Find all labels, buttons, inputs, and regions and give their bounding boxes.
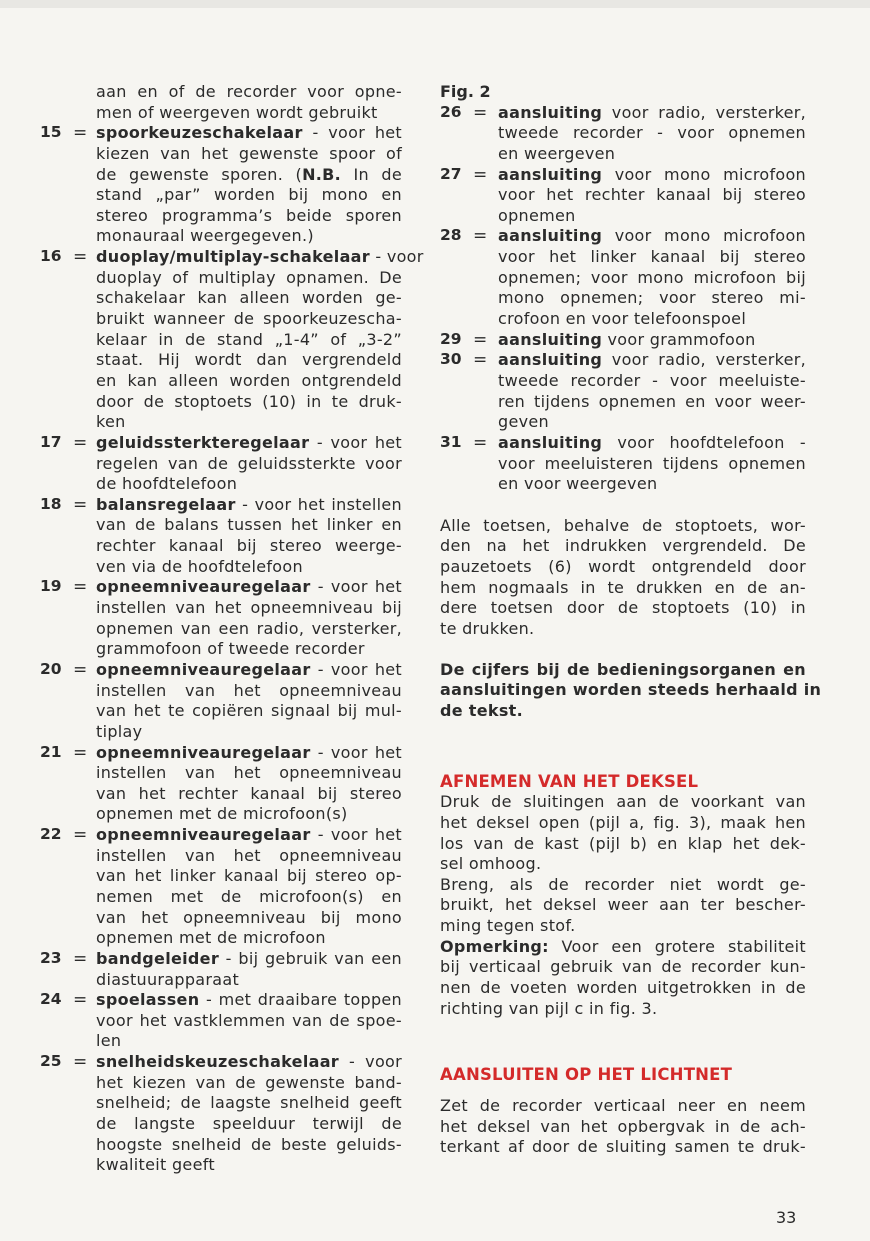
text-run: voor het rechter kanaal bij stereo [498,185,806,205]
legend-item-17 [40,433,402,495]
item-number: 25 [40,1052,62,1071]
text-run: ken [96,412,126,432]
item-number: 18 [40,494,62,513]
text-run: In de [341,164,402,184]
text-run: stereo programma’s beide sporen [96,205,402,225]
text-line: hem nogmaals in te drukken en de an- [440,577,806,597]
paragraph-breng [440,875,806,937]
text-line [96,392,402,413]
equals-sign: = [73,577,88,598]
text-run: - met draaibare toppen [199,990,402,1010]
item-number: 22 [40,825,62,844]
term-bold: geluidssterkteregelaar [96,432,310,452]
text-line [96,1135,402,1156]
legend-item-28 [440,226,806,329]
text-run: rechter kanaal bij stereo weerge- [96,536,402,556]
text-run: kelaar in de stand „1-4” of „3-2” [96,329,402,349]
term-bold: balansregelaar [96,494,236,514]
text-line: het deksel van het opbergvak in de ach- [440,1116,806,1136]
text-run: voor mono microfoon [602,164,806,184]
text-run: - bij gebruik van een [219,948,402,968]
item-number: 30 [440,350,462,369]
text-run: voor radio, versterker, [602,350,806,370]
text-line [96,639,402,660]
text-line [96,887,402,908]
text-run: - voor [339,1052,402,1072]
item-description [440,350,806,433]
paragraph-keys [440,516,806,640]
item-number: 29 [440,329,462,348]
text-line: Alle toetsen, behalve de stoptoets, wor- [440,515,806,535]
text-line: te drukken. [440,619,535,639]
text-line [498,350,806,371]
item-description [40,123,402,247]
legend-item-20 [40,660,402,743]
term-bold: opneemniveauregelaar [96,825,311,845]
item-number: 16 [40,247,62,266]
item-description [40,660,402,743]
text-line: bij verticaal gebruik van de recorder kun- [440,957,806,977]
text-run: voor het vastklemmen van de spoe- [96,1010,402,1030]
legend-item-22 [40,825,402,949]
text-run: instellen van het opneemniveau [96,763,402,783]
text-run: crofoon en voor telefoonspoel [498,309,747,329]
left-column [40,82,424,1176]
text-run: opnemen met de microfoon(s) [96,804,348,824]
text-line: Breng, als de recorder niet wordt ge- [440,874,806,894]
text-run: van het te copiëren signaal bij mul- [96,701,402,721]
paragraph-mains [440,1096,806,1158]
text-run: de gewenste sporen. ( [96,164,303,184]
text-line [96,412,402,433]
text-line [498,392,806,413]
text-run: ven via de hoofdtelefoon [96,556,303,576]
text-line [96,454,402,475]
equals-sign: = [473,164,488,185]
text-line: pauzetoets (6) wordt ontgrendeld door [440,557,806,577]
text-line [498,185,806,206]
item-number: 23 [40,948,62,967]
text-line [96,949,402,970]
item-number: 24 [40,990,62,1009]
section-heading-lid: AFNEMEN VAN HET DEKSEL [440,771,699,791]
item-description [40,495,402,578]
text-line [96,495,402,516]
term-bold: snelheidskeuzeschakelaar [96,1052,339,1072]
text-line [96,701,402,722]
page-number: 33 [776,1208,797,1227]
text-run: voor hoofdtelefoon - [602,432,806,452]
equals-sign: = [73,432,88,453]
item-description [440,103,806,165]
item-number: 28 [440,226,462,245]
text-line [96,619,402,640]
text-line [96,1093,402,1114]
text-line: aan en of de recorder voor opne- [96,82,402,101]
text-line [96,206,402,227]
text-line: bruikt, het deksel weer aan ter bescher- [440,895,806,915]
item-description [40,949,402,990]
text-line: aansluitingen worden steeds herhaald in [440,680,822,700]
term-bold: N.B. [302,164,342,184]
text-line [498,330,806,351]
text-line [96,474,402,495]
legend-item-19 [40,577,402,660]
figure-label: Fig. 2 [440,82,491,101]
item-description [40,247,424,433]
text-line [498,309,806,330]
text-line [498,144,806,165]
text-run: door de stoptoets (10) in te druk- [96,391,402,411]
opmerking-label: Opmerking: [440,936,549,956]
text-line [96,825,402,846]
text-run: en voor weergeven [498,474,658,494]
text-line [498,433,806,454]
text-run: monauraal weergegeven.) [96,226,314,246]
text-line [96,226,402,247]
text-run: hoogste snelheid de beste geluids- [96,1134,402,1154]
intro-text [40,82,402,123]
text-run: voor meeluisteren tijdens opnemen [498,453,806,473]
text-line: terkant af door de sluiting samen te druk- [440,1137,806,1157]
text-run: diastuurapparaat [96,969,240,989]
term-bold: opneemniveauregelaar [96,659,311,679]
text-run: opnemen van een radio, versterker, [96,618,402,638]
text-line [96,123,402,144]
term-bold: bandgeleider [96,948,220,968]
text-line [96,846,402,867]
text-run: opnemen; voor mono microfoon bij [498,267,806,287]
term-bold: spoelassen [96,990,200,1010]
term-bold: aansluiting [498,226,603,246]
text-run: van het opneemniveau bij mono [96,907,402,927]
item-description [40,577,402,660]
equals-sign: = [73,948,88,969]
text-run: voor radio, versterker, [602,102,806,122]
text-run: voor het linker kanaal bij stereo [498,247,806,267]
text-run: ren tijdens opnemen en voor weer- [498,391,806,411]
text-line [96,1155,402,1176]
item-number: 19 [40,577,62,596]
item-description [440,165,806,227]
text-line [96,681,402,702]
term-bold: aansluiting [498,432,603,452]
text-line [96,1031,402,1052]
text-run: - voor het [310,742,402,762]
equals-sign: = [73,825,88,846]
text-line: men of weergeven wordt gebruikt [96,102,378,122]
text-line [96,660,402,681]
text-run: tiplay [96,721,143,741]
text-run: en kan alleen worden ontgrendeld [96,370,402,390]
text-run: - voor het [309,432,402,452]
term-bold: duoplay/multiplay-schakelaar [96,247,370,267]
text-run: - voor het instellen [235,494,402,514]
item-number: 27 [440,164,462,183]
text-run: - voor het [302,123,402,143]
item-description [440,226,806,329]
item-number: 31 [440,432,462,451]
equals-sign: = [73,247,88,268]
text-run: voor mono microfoon [602,226,806,246]
text-line: de tekst. [440,700,523,720]
text-run: instellen van het opneemniveau [96,845,402,865]
text-run: schakelaar kan alleen worden ge- [96,288,402,308]
text-line [96,515,402,536]
text-line [96,247,424,268]
text-line: den na het indrukken vergrendeld. De [440,536,806,556]
right-column [440,82,822,1158]
text-run: tweede recorder - voor meeluiste- [498,370,806,390]
text-run: van het rechter kanaal bij stereo [96,783,402,803]
equals-sign: = [473,329,488,350]
legend-item-24 [40,990,402,1052]
item-description [440,330,806,351]
text-run: bruikt wanneer de spoorkeuzescha- [96,309,402,329]
term-bold: aansluiting [498,164,603,184]
equals-sign: = [73,659,88,680]
legend-item-18 [40,495,402,578]
legend-item-27 [440,165,806,227]
text-line: De cijfers bij de bedieningsorganen en [440,659,806,679]
text-line [498,474,806,495]
text-run: voor grammofoon [602,329,756,349]
equals-sign: = [473,432,488,453]
text-line [96,165,402,186]
text-run: tweede recorder - voor opnemen [498,123,806,143]
text-line [498,206,806,227]
text-run: snelheid; de laagste snelheid geeft [96,1093,402,1113]
legend-item-26 [440,103,806,165]
text-line [96,763,402,784]
term-bold: aansluiting [498,350,603,370]
text-run: en weergeven [498,143,616,163]
text-run: regelen van de geluidssterkte voor [96,453,402,473]
text-run: - voor het [310,825,402,845]
scan-top-edge [0,0,870,8]
equals-sign: = [473,226,488,247]
legend-item-16 [40,247,424,433]
legend-item-25 [40,1052,402,1176]
text-line [96,268,402,289]
text-line [498,454,806,475]
item-number: 26 [440,102,462,121]
text-line [440,937,806,958]
equals-sign: = [473,102,488,123]
text-line [498,123,806,144]
text-line [96,970,402,991]
text-line [96,288,402,309]
term-bold: aansluiting [498,329,603,349]
text-run: nemen met de microfoon(s) en [96,886,402,906]
text-line [96,784,402,805]
text-line [96,1011,402,1032]
text-run: kwaliteit geeft [96,1155,215,1175]
text-line [498,412,806,433]
text-run: instellen van het opneemniveau bij [96,598,402,618]
paragraph-lid [440,792,806,875]
equals-sign: = [73,742,88,763]
equals-sign: = [73,990,88,1011]
text-line [96,990,402,1011]
text-line [96,371,402,392]
text-run: kiezen van het gewenste spoor of [96,143,402,163]
item-number: 17 [40,432,62,451]
text-line [96,804,402,825]
legend-list-left [40,123,424,1176]
text-line: nen de voeten worden uitgetrokken in de [440,977,806,997]
text-line [96,928,402,949]
item-description [40,433,402,495]
text-run: van het linker kanaal bij stereo op- [96,866,402,886]
text-line [96,330,402,351]
text-line [96,1052,402,1073]
legend-list-right [440,103,806,495]
text-line: los van de kast (pijl b) en klap het dek- [440,833,806,853]
text-run: geven [498,412,549,432]
text-line [96,908,402,929]
text-line [498,371,806,392]
text-line [96,866,402,887]
paragraph-note-bold [440,659,822,722]
paragraph-opmerking [440,937,806,1020]
section-heading-mains: AANSLUITEN OP HET LICHTNET [440,1065,733,1085]
text-line [96,309,402,330]
text-run: instellen van het opneemniveau [96,680,402,700]
text-run: len [96,1031,122,1051]
text-line [96,433,402,454]
item-description [40,1052,402,1176]
item-description [40,990,402,1052]
text-line [96,350,402,371]
text-line [498,226,806,247]
text-run: - voor het [310,577,402,597]
legend-item-15 [40,123,402,247]
text-line: Zet de recorder verticaal neer en neem [440,1095,806,1115]
text-line: Druk de sluitingen aan de voorkant van [440,792,806,812]
text-line [96,185,402,206]
text-line [96,598,402,619]
text-line: sel omhoog. [440,854,542,874]
term-bold: opneemniveauregelaar [96,742,311,762]
text-line [498,288,806,309]
text-line [96,1073,402,1094]
text-run: de hoofdtelefoon [96,474,238,494]
text-run: Voor een grotere stabiliteit [548,936,806,956]
item-description [440,433,806,495]
text-line [96,536,402,557]
text-run: opnemen met de microfoon [96,928,326,948]
text-line [96,743,402,764]
text-line [96,557,402,578]
text-run: staat. Hij wordt dan vergrendeld [96,350,402,370]
text-run: van de balans tussen het linker en [96,515,402,535]
text-line: dere toetsen door de stoptoets (10) in [440,598,806,618]
text-line [96,722,402,743]
text-line [498,165,806,186]
text-line [96,577,402,598]
item-description [40,825,402,949]
legend-item-21 [40,743,402,826]
legend-item-31 [440,433,806,495]
text-run: mono opnemen; voor stereo mi- [498,288,806,308]
text-line [498,268,806,289]
legend-item-23 [40,949,402,990]
text-line [96,1114,402,1135]
text-line [498,247,806,268]
text-run: opnemen [498,205,576,225]
text-line: ming tegen stof. [440,916,576,936]
equals-sign: = [73,123,88,144]
item-description [40,743,402,826]
text-run: de langste speelduur terwijl de [96,1114,402,1134]
equals-sign: = [73,494,88,515]
item-number: 15 [40,123,62,142]
text-run: - voor [369,247,424,267]
text-run: grammofoon of tweede recorder [96,639,365,659]
legend-item-30 [440,350,806,433]
term-bold: spoorkeuzeschakelaar [96,123,303,143]
text-line [498,103,806,124]
text-run: duoplay of multiplay opnamen. De [96,267,402,287]
equals-sign: = [473,350,488,371]
equals-sign: = [73,1052,88,1073]
legend-item-29 [440,330,806,351]
item-number: 21 [40,742,62,761]
text-run: stand „par” worden bij mono en [96,185,402,205]
item-number: 20 [40,659,62,678]
text-line: het deksel open (pijl a, fig. 3), maak hen [440,812,806,832]
term-bold: opneemniveauregelaar [96,577,311,597]
text-run: - voor het [310,659,402,679]
text-run: het kiezen van de gewenste band- [96,1072,402,1092]
text-line [96,144,402,165]
text-line: richting van pijl c in fig. 3. [440,998,658,1018]
term-bold: aansluiting [498,102,603,122]
